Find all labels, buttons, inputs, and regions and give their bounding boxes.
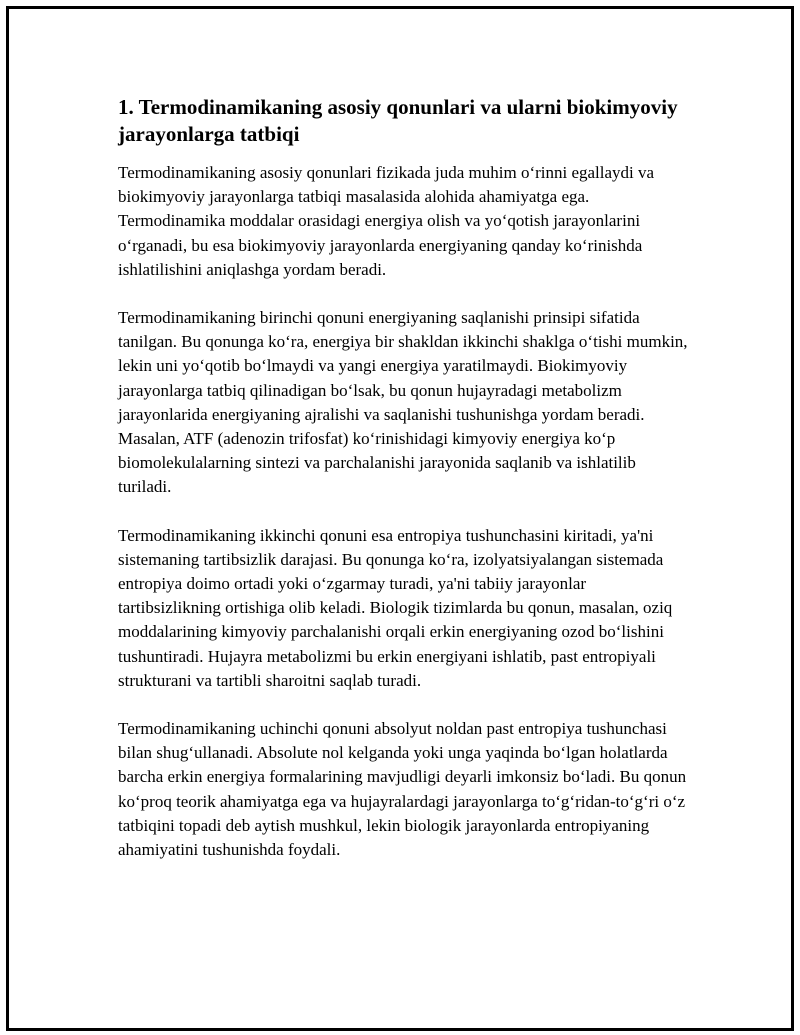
paragraph-first-law: Termodinamikaning birinchi qonuni energiyaning saqlanishi prinsipi sifatida tanilgan. Bu qonunga ko‘ra, energiya bir shakldan ikkinchi shaklga o‘tishi mumkin, lekin uni yo‘qotib bo‘lmaydi va yangi energiya yaratilmaydi. Biokimyoviy jarayonlarga tatbiq qilinadigan bo‘lsak, bu qonun hujayradagi metabolizm jarayonlarida energiyaning ajralishi va saqlanishi tushunishga yordam beradi. Masalan, ATF (adenozin trifosfat) ko‘rinishidagi kimyoviy energiya ko‘p biomolekulalarning sintezi va parchalanishi jarayonida saqlanib va ishlatilib turiladi. [118, 308, 688, 497]
paragraph-intro: Termodinamikaning asosiy qonunlari fizikada juda muhim o‘rinni egallaydi va biokimyoviy jarayonlarga tatbiqi masalasida alohida ahamiyatga ega. Termodinamika moddalar orasidagi energiya olish va yo‘qotish jarayonlarini o‘rganadi, bu esa biokimyoviy jarayonlarda energiyaning qanday ko‘rinishda ishlatilishini aniqlashga yordam beradi. [118, 163, 655, 279]
section-title: 1. Termodinamikaning asosiy qonunlari va ularni biokimyoviy jarayonlarga tatbiqi [118, 95, 678, 146]
paragraph-third-law: Termodinamikaning uchinchi qonuni absolyut noldan past entropiya tushunchasi bilan shug‘ullanadi. Absolute nol kelganda yoki unga yaqinda bo‘lgan holatlarda barcha erkin energiya formalarining mavjudligi deyarli imkonsiz bo‘ladi. Bu qonun ko‘proq teorik ahamiyatga ega va hujayralardagi jarayonlarga to‘g‘ridan-to‘g‘ri o‘z tatbiqini topadi deb aytish mushkul, lekin biologik jarayonlarda entropiyaning ahamiyatini tushunishda foydali. [118, 719, 687, 860]
document-content [118, 94, 688, 886]
paragraph-second-law: Termodinamikaning ikkinchi qonuni esa entropiya tushunchasini kiritadi, ya'ni sistemaning tartibsizlik darajasi. Bu qonunga ko‘ra, izolyatsiyalangan sistemada entropiya doimo ortadi yoki o‘zgarmay turadi, ya'ni tabiiy jarayonlar tartibsizlikning ortishiga olib keladi. Biologik tizimlarda bu qonun, masalan, oziq moddalarining kimyoviy parchalanishi orqali erkin energiyaning ozod bo‘lishini tushuntiradi. Hujayra metabolizmi bu erkin energiyani ishlatib, past entropiyali strukturani va tartibli sharoitni saqlab turadi. [118, 525, 673, 690]
